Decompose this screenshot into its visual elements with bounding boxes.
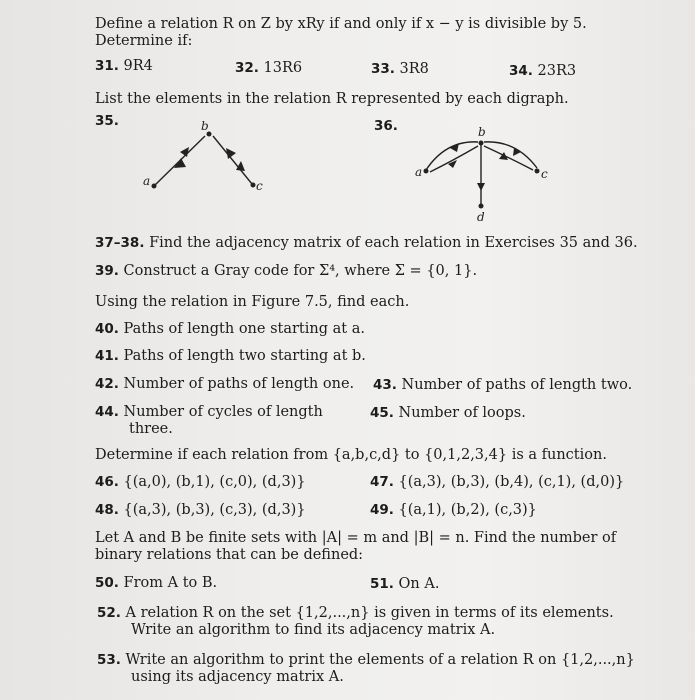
exercise-41: [95, 348, 366, 365]
exercise-47: [370, 474, 624, 491]
exercise-49-text: {(a,1), (b,2), (c,3)}: [398, 502, 537, 518]
node-d: [479, 204, 484, 209]
exercise-34-number: 34.: [509, 63, 533, 79]
exercise-35-number: 35.: [95, 113, 119, 129]
exercise-40-text: Paths of length one starting at a.: [123, 321, 365, 337]
exercise-39: [95, 263, 477, 280]
exercise-52-text: A relation R on the set {1,2,...,n} is given in terms of its elements.: [125, 605, 614, 621]
exercise-44-continued: three.: [129, 421, 173, 437]
exercise-45-text: Number of loops.: [398, 405, 526, 421]
label-c: c: [541, 167, 548, 181]
label-a: a: [143, 174, 151, 188]
exercise-33-text: 3R8: [399, 61, 429, 77]
arrow-b-a: [448, 160, 457, 168]
label-a: a: [415, 165, 423, 179]
label-b: b: [201, 119, 209, 133]
arrow-a-b: [450, 143, 459, 152]
exercise-43-number: 43.: [373, 377, 397, 393]
node-b: [479, 141, 484, 146]
edge-b-c-upper: [484, 142, 537, 168]
exercise-52: [97, 605, 614, 622]
exercise-52-line-2: Write an algorithm to find its adjacency matrix A.: [131, 622, 496, 638]
exercise-46: [95, 474, 306, 491]
exercise-44-number: 44.: [95, 404, 119, 420]
exercise-43-text: Number of paths of length two.: [401, 377, 633, 393]
label-c: c: [256, 179, 263, 193]
exercise-49-number: 49.: [370, 502, 394, 518]
exercise-33-number: 33.: [371, 61, 395, 77]
exercise-37-38-text: Find the adjacency matrix of each relation in Exercises 35 and 36.: [149, 235, 638, 251]
exercise-44-text: Number of cycles of length: [123, 404, 323, 420]
intro-line-1: Define a relation R on Z by xRy if and only if x − y is divisible by 5.: [95, 16, 587, 32]
exercise-53-text: Write an algorithm to print the elements of a relation R on {1,2,...,n}: [125, 652, 635, 668]
exercise-39-text: Construct a Gray code for Σ⁴, where Σ = {0, 1}.: [123, 263, 478, 279]
node-c: [535, 169, 540, 174]
arrow-b-d: [477, 183, 485, 191]
exercise-40: [95, 321, 365, 338]
exercise-40-number: 40.: [95, 321, 119, 337]
function-instructions: Determine if each relation from {a,b,c,d} to {0,1,2,3,4} is a function.: [95, 447, 607, 463]
sets-instructions-line-1: Let A and B be finite sets with |A| = m and |B| = n. Find the number of: [95, 530, 617, 546]
exercise-39-number: 39.: [95, 263, 119, 279]
exercise-50: [95, 575, 217, 592]
exercise-32-number: 32.: [235, 60, 259, 76]
exercise-53-number: 53.: [97, 652, 121, 668]
exercise-41-number: 41.: [95, 348, 119, 364]
exercise-34-text: 23R3: [537, 63, 577, 79]
exercise-50-number: 50.: [95, 575, 119, 591]
digraph-36: [0, 0, 695, 240]
exercise-48-number: 48.: [95, 502, 119, 518]
exercise-53-line-2: using its adjacency matrix A.: [131, 669, 344, 685]
exercise-42-number: 42.: [95, 376, 119, 392]
digraph-instructions: List the elements in the relation R represented by each digraph.: [95, 91, 569, 107]
exercise-50-text: From A to B.: [123, 575, 218, 591]
label-b: b: [478, 125, 486, 139]
exercise-47-text: {(a,3), (b,3), (b,4), (c,1), (d,0)}: [398, 474, 625, 490]
figure-instructions: Using the relation in Figure 7.5, find each.: [95, 294, 410, 310]
exercise-47-number: 47.: [370, 474, 394, 490]
exercise-31-number: 31.: [95, 58, 119, 74]
exercise-53: [97, 652, 635, 669]
exercise-46-text: {(a,0), (b,1), (c,0), (d,3)}: [123, 474, 306, 490]
node-a: [424, 169, 429, 174]
exercise-51: [370, 576, 439, 593]
exercise-32-text: 13R6: [263, 60, 303, 76]
exercise-45: [370, 405, 526, 422]
label-d: d: [477, 210, 485, 224]
intro-line-2: Determine if:: [95, 33, 193, 49]
sets-instructions-line-2: binary relations that can be defined:: [95, 547, 364, 563]
exercise-52-number: 52.: [97, 605, 121, 621]
exercise-37-38-number: 37–38.: [95, 235, 145, 251]
exercise-46-number: 46.: [95, 474, 119, 490]
exercise-51-text: On A.: [398, 576, 440, 592]
exercise-43: [373, 377, 632, 394]
exercise-41-text: Paths of length two starting at b.: [123, 348, 366, 364]
edge-c-b-lower: [484, 146, 533, 170]
exercise-51-number: 51.: [370, 576, 394, 592]
exercise-45-number: 45.: [370, 405, 394, 421]
exercise-48-text: {(a,3), (b,3), (c,3), (d,3)}: [123, 502, 306, 518]
exercise-42: [95, 376, 354, 393]
exercise-37-38: [95, 235, 638, 252]
exercise-44: [95, 404, 323, 421]
exercise-49: [370, 502, 537, 519]
exercise-36-number: 36.: [374, 118, 398, 134]
exercise-48: [95, 502, 306, 519]
exercise-42-text: Number of paths of length one.: [123, 376, 355, 392]
exercise-31-text: 9R4: [123, 58, 153, 74]
